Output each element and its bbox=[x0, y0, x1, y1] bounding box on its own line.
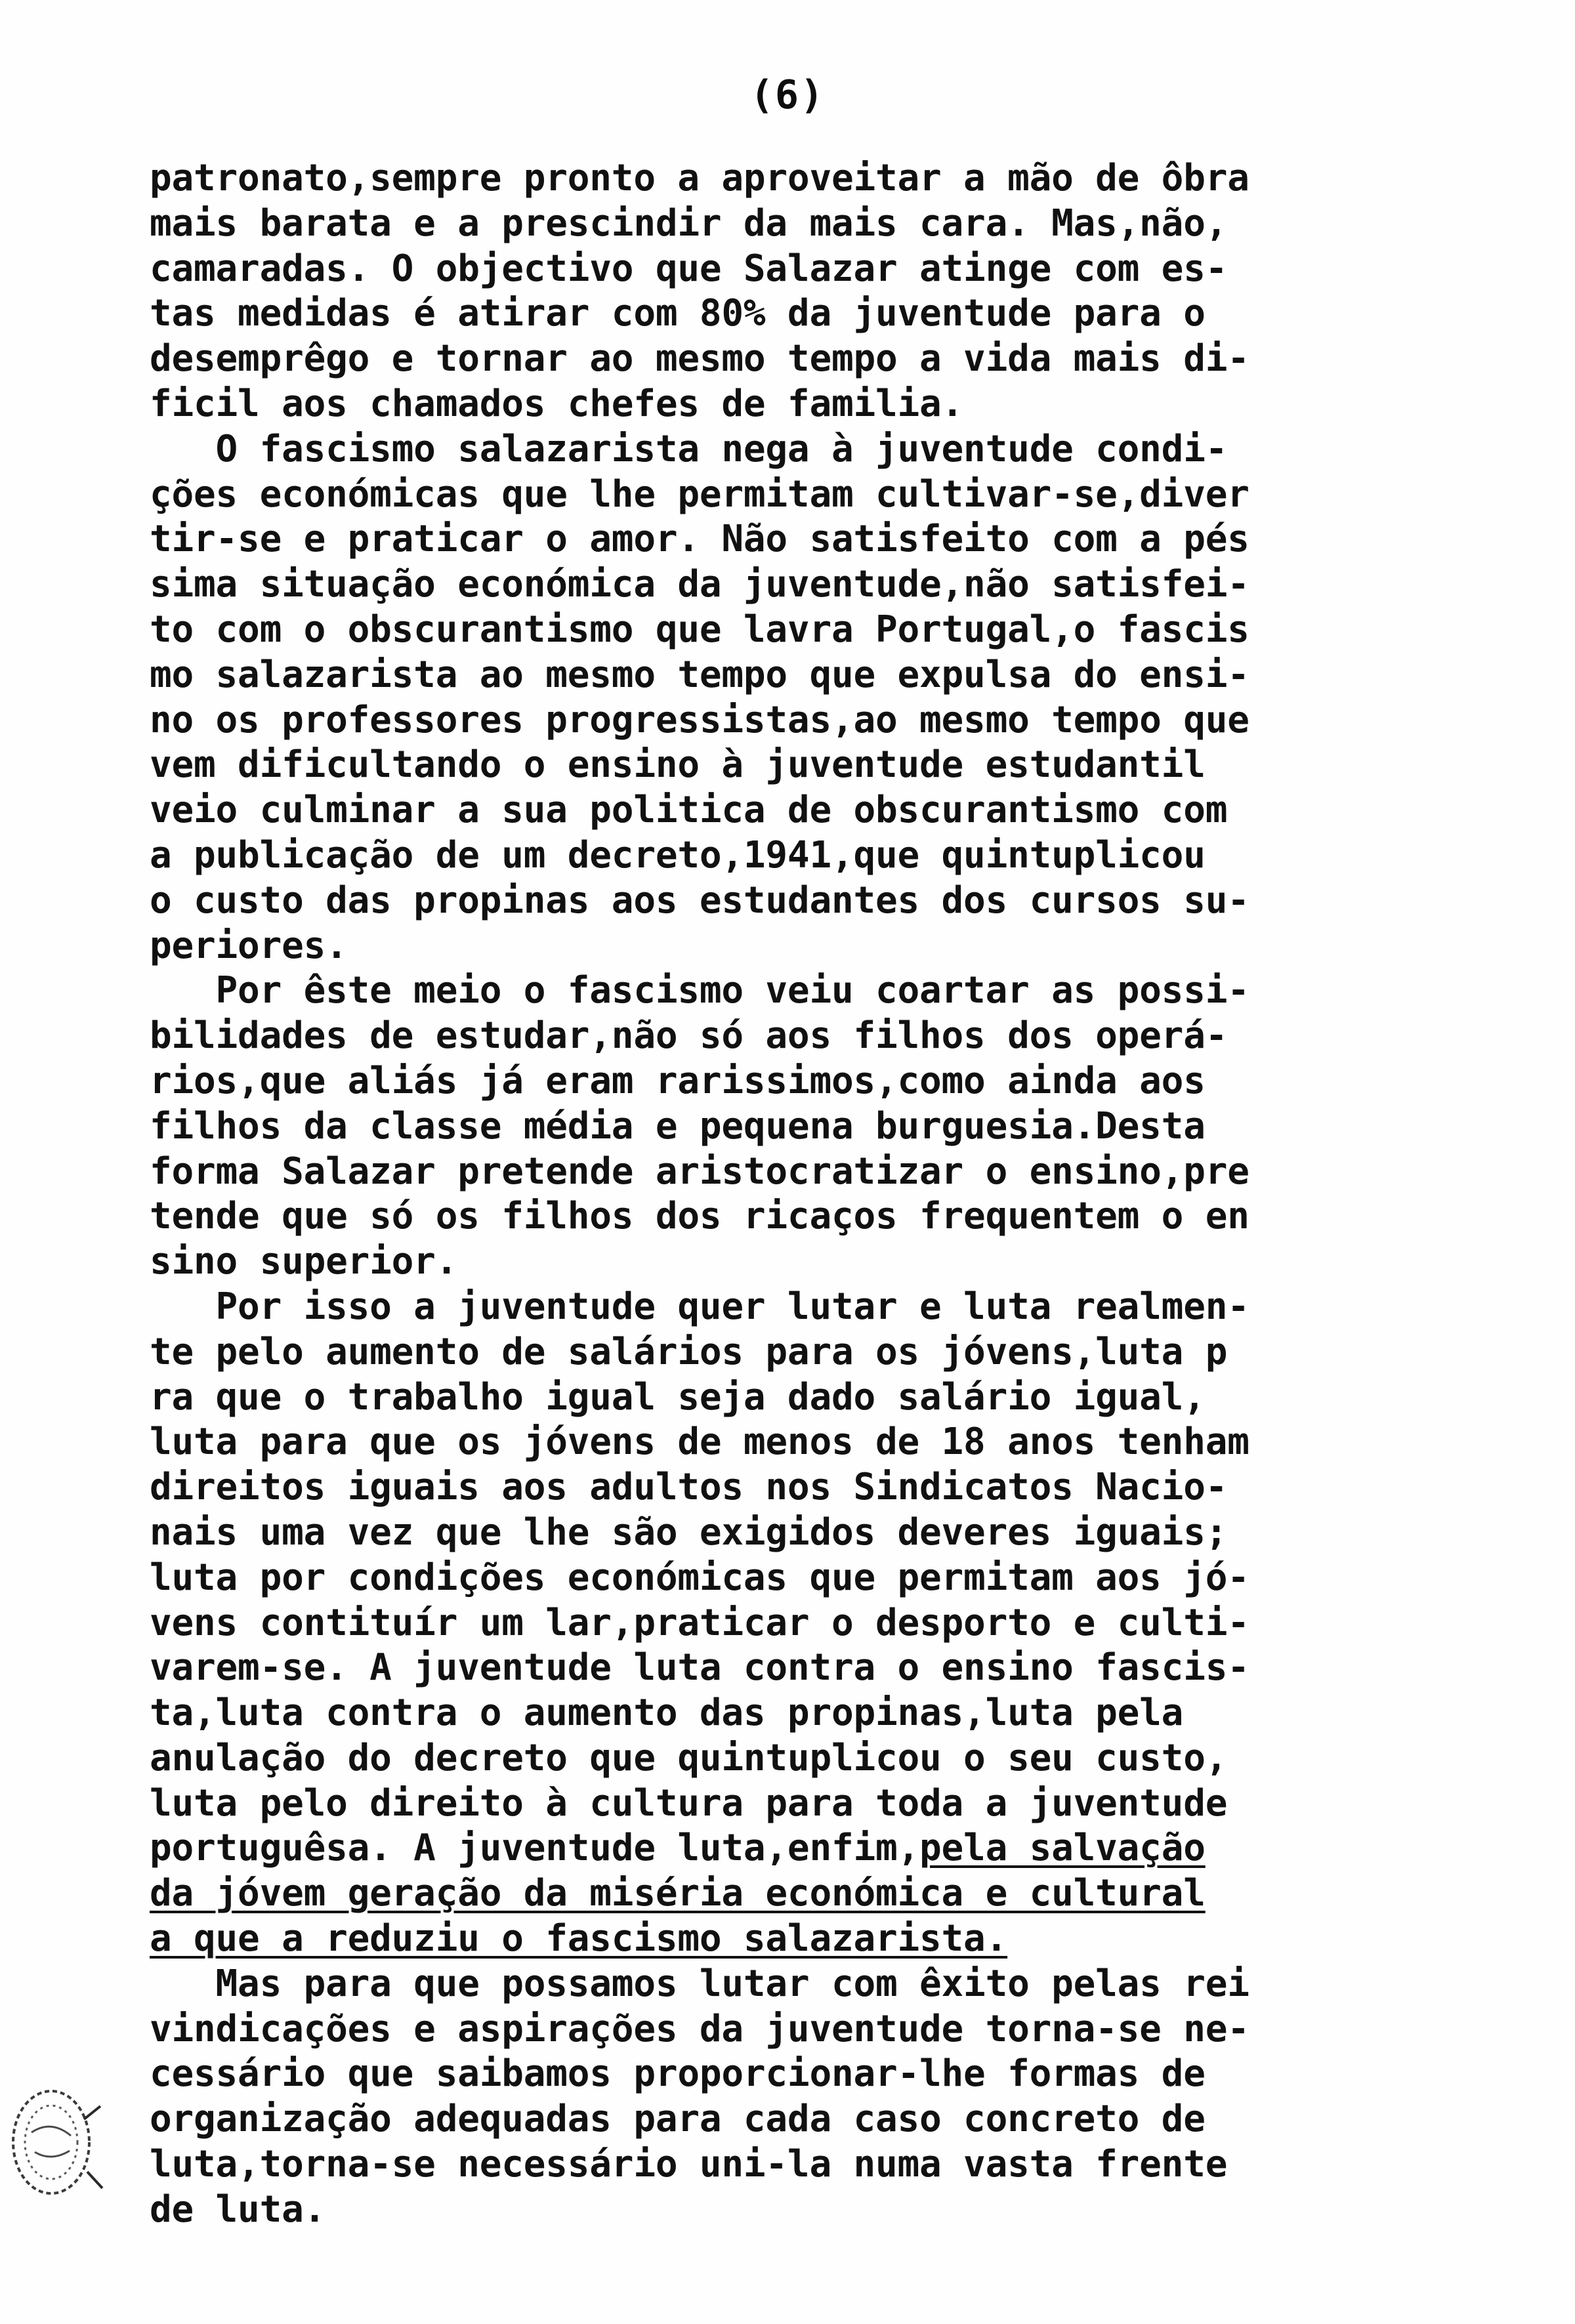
text-line bbox=[150, 1104, 1482, 1150]
line-text: luta para que os jóvens de menos de 18 anos tenham bbox=[150, 1421, 1250, 1464]
text-line bbox=[150, 1917, 1482, 1962]
text-line bbox=[150, 1871, 1482, 1917]
line-text: nais uma vez que lhe são exigidos deveres iguais; bbox=[150, 1510, 1228, 1554]
line-text: Mas para que possamos lutar com êxito pelas rei bbox=[150, 1962, 1250, 2005]
line-text: to com o obscurantismo que lavra Portugal,o fascis bbox=[150, 608, 1250, 651]
line-text: patronato,sempre pronto a aproveitar a mão de ôbra bbox=[150, 157, 1250, 199]
line-text: no os professores progressistas,ao mesmo tempo que bbox=[150, 698, 1250, 741]
text-line bbox=[150, 427, 1482, 472]
text-line bbox=[150, 1194, 1482, 1239]
text-line bbox=[150, 2142, 1482, 2188]
text-line bbox=[150, 1962, 1482, 2007]
text-line bbox=[150, 2188, 1482, 2233]
text-line bbox=[150, 382, 1482, 427]
text-line bbox=[150, 1691, 1482, 1736]
line-text: O fascismo salazarista nega à juventude condi- bbox=[150, 427, 1228, 470]
line-text: sino superior. bbox=[150, 1240, 458, 1283]
line-text: forma Salazar pretende aristocratizar o ensino,pre bbox=[150, 1150, 1250, 1193]
underlined-text: pela salvação bbox=[919, 1827, 1206, 1870]
text-line bbox=[150, 156, 1482, 201]
text-line bbox=[150, 653, 1482, 698]
page-number: (6) bbox=[749, 72, 826, 118]
line-text: periores. bbox=[150, 924, 348, 967]
text-line bbox=[150, 337, 1482, 382]
text-line bbox=[150, 2097, 1482, 2142]
text-line bbox=[150, 608, 1482, 653]
text-line bbox=[150, 1420, 1482, 1465]
text-line bbox=[150, 1014, 1482, 1059]
line-text: a publicação de um decreto,1941,que quintuplicou bbox=[150, 833, 1206, 877]
line-text: ções económicas que lhe permitam cultivar-se,diver bbox=[150, 472, 1250, 516]
text-line bbox=[150, 247, 1482, 292]
body-text bbox=[150, 156, 1482, 2233]
line-text: camaradas. O objectivo que Salazar atinge com es- bbox=[150, 247, 1228, 290]
line-text: ra que o trabalho igual seja dado salário igual, bbox=[150, 1375, 1206, 1419]
line-text: Por êste meio o fascismo veiu coartar as possi- bbox=[150, 969, 1250, 1012]
text-line bbox=[150, 698, 1482, 743]
line-text: luta por condições económicas que permitam aos jó- bbox=[150, 1556, 1250, 1599]
line-text: desemprêgo e tornar ao mesmo tempo a vida mais di- bbox=[150, 337, 1250, 381]
text-line bbox=[150, 1510, 1482, 1556]
text-line bbox=[150, 1330, 1482, 1375]
text-line bbox=[150, 1239, 1482, 1285]
line-text: varem-se. A juventude luta contra o ensino fascis- bbox=[150, 1646, 1250, 1690]
line-text: sima situação económica da juventude,não satisfei- bbox=[150, 563, 1250, 606]
line-text: o custo das propinas aos estudantes dos cursos su- bbox=[150, 879, 1250, 922]
line-text: mo salazarista ao mesmo tempo que expulsa do ensi- bbox=[150, 653, 1250, 696]
text-line bbox=[150, 833, 1482, 879]
text-line bbox=[150, 2052, 1482, 2097]
line-text: bilidades de estudar,não só aos filhos dos operá- bbox=[150, 1014, 1228, 1058]
line-text: mais barata e a prescindir da mais cara. Mas,não, bbox=[150, 201, 1228, 245]
line-text: filhos da classe média e pequena burguesia.Desta bbox=[150, 1104, 1206, 1148]
text-line bbox=[150, 1826, 1482, 1871]
text-line bbox=[150, 1646, 1482, 1691]
text-line bbox=[150, 1059, 1482, 1104]
line-text: ta,luta contra o aumento das propinas,luta pela bbox=[150, 1691, 1184, 1735]
text-line bbox=[150, 201, 1482, 247]
text-line bbox=[150, 1150, 1482, 1195]
text-line bbox=[150, 1556, 1482, 1601]
text-line bbox=[150, 1465, 1482, 1510]
line-text: tas medidas é atirar com 80% da juventude para o bbox=[150, 292, 1206, 335]
line-text: organização adequadas para cada caso concreto de bbox=[150, 2098, 1206, 2141]
text-line bbox=[150, 291, 1482, 337]
underlined-text: da jóvem geração da miséria económica e cultural bbox=[150, 1872, 1206, 1915]
text-line bbox=[150, 743, 1482, 788]
line-text: de luta. bbox=[150, 2188, 326, 2231]
text-line bbox=[150, 879, 1482, 924]
text-line bbox=[150, 562, 1482, 608]
line-text: vindicações e aspirações da juventude torna-se ne- bbox=[150, 2007, 1250, 2050]
line-text: direitos iguais aos adultos nos Sindicatos Nacio- bbox=[150, 1466, 1228, 1509]
text-line bbox=[150, 1285, 1482, 1330]
line-text: tir-se e praticar o amor. Não satisfeito com a pés bbox=[150, 518, 1250, 561]
line-text: ficil aos chamados chefes de familia. bbox=[150, 382, 964, 425]
line-text: veio culminar a sua politica de obscurantismo com bbox=[150, 789, 1228, 832]
text-line bbox=[150, 968, 1482, 1014]
line-text: anulação do decreto que quintuplicou o seu custo, bbox=[150, 1736, 1228, 1779]
line-text: cessário que saibamos proporcionar-lhe formas de bbox=[150, 2052, 1206, 2096]
text-line bbox=[150, 924, 1482, 969]
line-text: vem dificultando o ensino à juventude estudantil bbox=[150, 743, 1206, 787]
line-text: luta pelo direito à cultura para toda a juventude bbox=[150, 1781, 1228, 1825]
line-text: luta,torna-se necessário uni-la numa vasta frente bbox=[150, 2143, 1228, 2186]
text-line bbox=[150, 1736, 1482, 1781]
text-line bbox=[150, 788, 1482, 833]
line-text: tende que só os filhos dos ricaços frequentem o en bbox=[150, 1195, 1250, 1238]
line-text: vens contituír um lar,praticar o desporto e culti- bbox=[150, 1601, 1250, 1644]
text-line bbox=[150, 1781, 1482, 1827]
text-line bbox=[150, 517, 1482, 562]
underlined-text: a que a reduziu o fascismo salazarista. bbox=[150, 1917, 1008, 1961]
line-text: portuguêsa. A juventude luta,enfim, bbox=[150, 1827, 920, 1870]
text-line bbox=[150, 1601, 1482, 1646]
line-text: Por isso a juventude quer lutar e luta realmen- bbox=[150, 1285, 1250, 1328]
line-text: rios,que aliás já eram rarissimos,como ainda aos bbox=[150, 1059, 1206, 1102]
text-line bbox=[150, 1375, 1482, 1421]
text-line bbox=[150, 2007, 1482, 2052]
text-line bbox=[150, 472, 1482, 518]
stamp-mark bbox=[5, 2080, 104, 2211]
line-text: te pelo aumento de salários para os jóvens,luta p bbox=[150, 1330, 1228, 1373]
